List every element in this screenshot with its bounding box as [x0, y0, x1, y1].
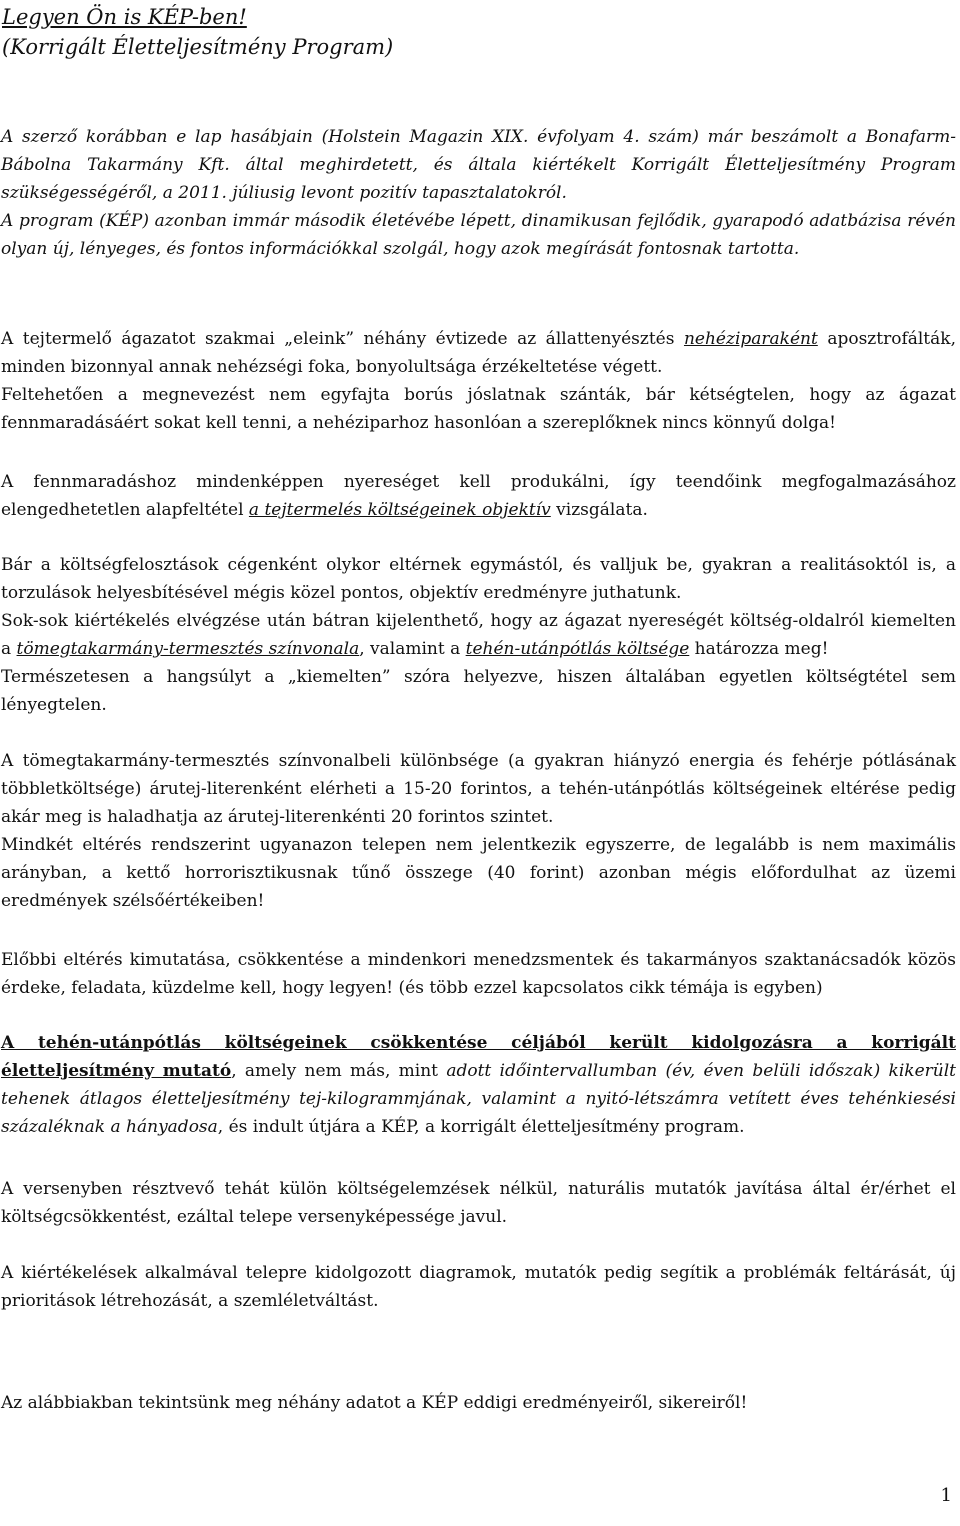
paragraph-closing: Az alábbiakban tekintsünk meg néhány adatot a KÉP eddigi eredményeiről, sikereiről! [1, 1393, 748, 1413]
paragraph-diagrams: A kiértékelések alkalmával telepre kidolgozott diagramok, mutatók pedig segítik a problémák feltárását, új prioritások létrehozását, a szemléletváltást. [1, 1263, 956, 1311]
key-statement: A tehén-utánpótlás költségeinek csökkentése céljából került kidolgozásra a korrigált életteljesítmény mutató [1, 1033, 956, 1081]
paragraph-text: határozza meg! [689, 639, 829, 659]
intro-paragraph-2: A program (KÉP) azonban immár második életévébe lépett, dinamikusan fejlődik, gyarapodó adatbázisa révén olyan új, lényeges, és fontos információkkal szolgál, hogy azok megírását fontosnak tartotta. [1, 211, 956, 259]
document-subtitle: (Korrigált Életteljesítmény Program) [2, 35, 394, 59]
paragraph-both-deviations: Mindkét eltérés rendszerint ugyanazon telepen nem jelentkezik egyszerre, de legalább is nem maximális arányban, a kettő horrorisztikusnak tűnő összege (40 forint) azonban mégis előfordulhat az üzemi eredmények szélsőértékeiben! [1, 835, 956, 911]
paragraph-heavy-industry [1, 325, 956, 381]
paragraph-text: aposztrofálták, minden bizonnyal annak nehézségi foka, bonyolultsága érzékeltetése végett. [1, 329, 956, 377]
paragraph-emphasis: Természetesen a hangsúlyt a „kiemelten” szóra helyezve, hiszen általában egyetlen költségtétel sem lényegtelen. [1, 667, 956, 715]
paragraph-presumably: Feltehetően a megnevezést nem egyfajta borús jóslatnak szánták, bár kétségtelen, hogy az ágazat fennmaradásáért sokat kell tenni, a nehéziparhoz hasonlóan a szereplőknek nincs könnyű dolga! [1, 385, 956, 433]
paragraph-text: Sok-sok kiértékelés elvégzése után bátran kijelenthető, hogy az ágazat nyereségét költség-oldalról kiemelten a [1, 611, 956, 659]
paragraph-text: A fennmaradáshoz mindenképpen nyereséget kell produkálni, így teendőink megfogalmazásához elengedhetetlen alapfeltétel [1, 472, 956, 520]
paragraph-cost-allocation: Bár a költségfelosztások cégenként olykor eltérnek egymástól, és valljuk be, gyakran a realitásoktól is, a torzulások helyesbítésével mégis közel pontos, objektív eredményre juthatunk. [1, 555, 956, 603]
paragraph-text: , valamint a [359, 639, 466, 659]
paragraph-forage-difference: A tömegtakarmány-termesztés színvonalbeli különbsége (a gyakran hiányzó energia és fehérje pótlásának többletköltsége) árutej-literenként elérheti a 15-20 forintos, a tehén-utánpótlás költségeinek eltérése pedig akár meg is haladhatja az árutej-literenkénti 20 forintos szintet. [1, 751, 956, 827]
intro-paragraph-1: A szerző korábban e lap hasábjain (Holstein Magazin XIX. évfolyam 4. szám) már beszámolt a Bonafarm-Bábolna Takarmány Kft. által meghirdetett, és általa kiértékelt Korrigált Életteljesítmény Program szükségességéről, a 2011. júliusig levont pozitív tapasztalatokról. [1, 127, 956, 203]
paragraph-kep-definition [1, 1029, 956, 1141]
paragraph-competition: A versenyben résztvevő tehát külön költségelemzések nélkül, naturális mutatók javítása által ér/érhet el költségcsökkentést, ezáltal telepe versenyképessége javul. [1, 1179, 956, 1227]
paragraph-text: , amely nem más, mint [231, 1061, 447, 1081]
paragraph-evaluations [1, 607, 956, 663]
document-title: Legyen Ön is KÉP-ben! [2, 5, 247, 29]
paragraph-management: Előbbi eltérés kimutatása, csökkentése a mindenkori menedzsmentek és takarmányos szaktanácsadók közös érdeke, feladata, küzdelme kell, hogy legyen! (és több ezzel kapcsolatos cikk témája is egyben) [1, 950, 956, 998]
paragraph-text: , és indult útjára a KÉP, a korrigált életteljesítmény program. [217, 1117, 745, 1137]
emphasized-term: tömegtakarmány-termesztés színvonala [16, 639, 360, 659]
definition-text: adott időintervallumban (év, éven belüli időszak) kikerült tehenek átlagos életteljesítmény tej-kilogrammjának, valamint a nyitó-létszámra vetített éves tehénkiesési százaléknak a hányadosa [1, 1061, 956, 1137]
emphasized-term: tehén-utánpótlás költsége [465, 639, 690, 659]
paragraph-text: A tejtermelő ágazatot szakmai „eleink” néhány évtizede az állattenyésztés [1, 329, 684, 349]
paragraph-text: vizsgálata. [550, 500, 648, 520]
page-number: 1 [940, 1485, 952, 1506]
emphasized-term: a tejtermelés költségeinek objektív [248, 500, 551, 520]
emphasized-term: nehéziparaként [683, 329, 818, 349]
paragraph-survival [1, 468, 956, 524]
